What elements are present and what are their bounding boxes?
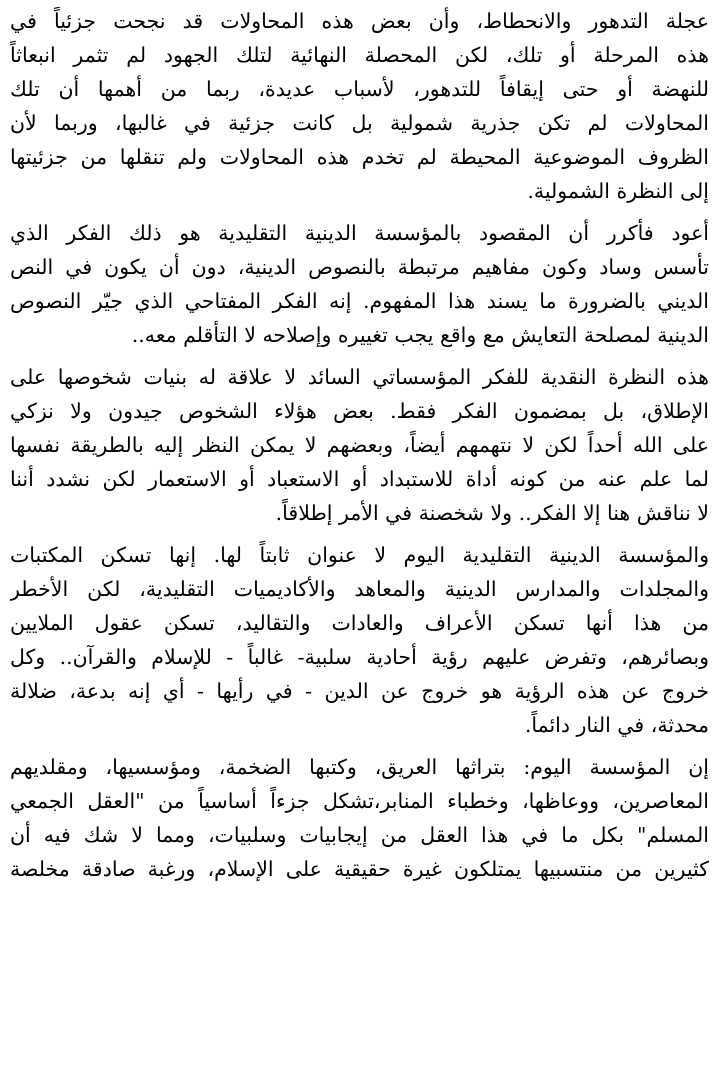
text-line: الإطلاق، بل بمضمون الفكر فقط. بعض هؤلاء الشخوص جيدون ولا نزكي [10,399,709,423]
text-line: وبصائرهم، وتفرض عليهم رؤية أحادية سلبية- غالباً - للإسلام والقرآن.. وكل [10,645,709,669]
paragraph-3 [10,360,709,530]
text-line: إن المؤسسة اليوم: بتراثها العريق، وكتبها الضخمة، ومؤسسيها، ومقلديهم [10,755,709,779]
text-line: المعاصرين، ووعاظها، وخطباء المنابر،تشكل جزءاً أساسياً من "العقل الجمعي [10,789,709,813]
text-line: لما علم عنه من كونه أداة للاستبداد أو الاستعباد أو الاستعمار لكن نشدد أننا [10,467,709,491]
text-line: عجلة التدهور والانحطاط، وأن بعض هذه المحاولات قد نجحت جزئياً في [10,9,709,33]
text-line: إلى النظرة الشمولية. [527,179,709,203]
text-line: محدثة، في النار دائماً. [524,713,709,737]
text-line: أعود فأكرر أن المقصود بالمؤسسة الدينية التقليدية هو ذلك الفكر الذي [10,221,709,245]
text-line: على الله أحداً لكن لا نتهمهم أيضاً، وبعضهم لا يمكن النظر إليه بالطريقة نفسها [10,433,709,457]
text-line: المسلم" بكل ما في هذا العقل من إيجابيات وسلبيات، ومما لا شك فيه أن [10,823,709,847]
text-line: المحاولات لم تكن جذرية شمولية بل كانت جزئية في غالبها، وربما لأن [10,111,709,135]
text-line: الظروف الموضوعية المحيطة لم تخدم هذه المحاولات ولم تنقلها من جزئيتها [10,145,709,169]
text-line: للنهضة أو حتى إيقافاً للتدهور، لأسباب عديدة، ربما من أهمها أن تلك [10,77,709,101]
text-line: خروج عن هذه الرؤية هو خروج عن الدين - في رأيها - أي إنه بدعة، ضلالة [10,679,709,703]
text-line: والمجلدات والمدارس الدينية والمعاهد والأكاديميات التقليدية، لكن الأخطر [10,577,709,601]
text-line: من هذا أنها تسكن الأعراف والعادات والتقاليد، تسكن عقول الملايين [10,611,709,635]
text-line: تأسس وساد وكون مفاهيم مرتبطة بالنصوص الدينية، دون أن يكون في النص [10,255,709,279]
text-line: هذه النظرة النقدية للفكر المؤسساتي السائد لا علاقة له بنيات شخوصها على [10,365,709,389]
text-line: الدينية لمصلحة التعايش مع واقع يجب تغييره وإصلاحه لا التأقلم معه.. [131,323,709,347]
paragraph-2 [10,216,709,352]
text-line: لا نناقش هنا إلا الفكر.. ولا شخصنة في الأمر إطلاقاً. [275,501,709,525]
paragraph-1 [10,4,709,208]
paragraph-4 [10,538,709,742]
text-line: هذه المرحلة أو تلك، لكن المحصلة النهائية لتلك الجهود لم تثمر انبعاثاً [10,43,709,67]
text-line: والمؤسسة الدينية التقليدية اليوم لا عنوان ثابتاً لها. إنها تسكن المكتبات [10,543,709,567]
text-line: الديني بالضرورة ما يسند هذا المفهوم. إنه الفكر المفتاحي الذي جيّر النصوص [10,289,709,313]
paragraph-5 [10,750,709,886]
text-line: كثيرين من منتسبيها يمتلكون غيرة حقيقية على الإسلام، ورغبة صادقة مخلصة [10,857,709,881]
